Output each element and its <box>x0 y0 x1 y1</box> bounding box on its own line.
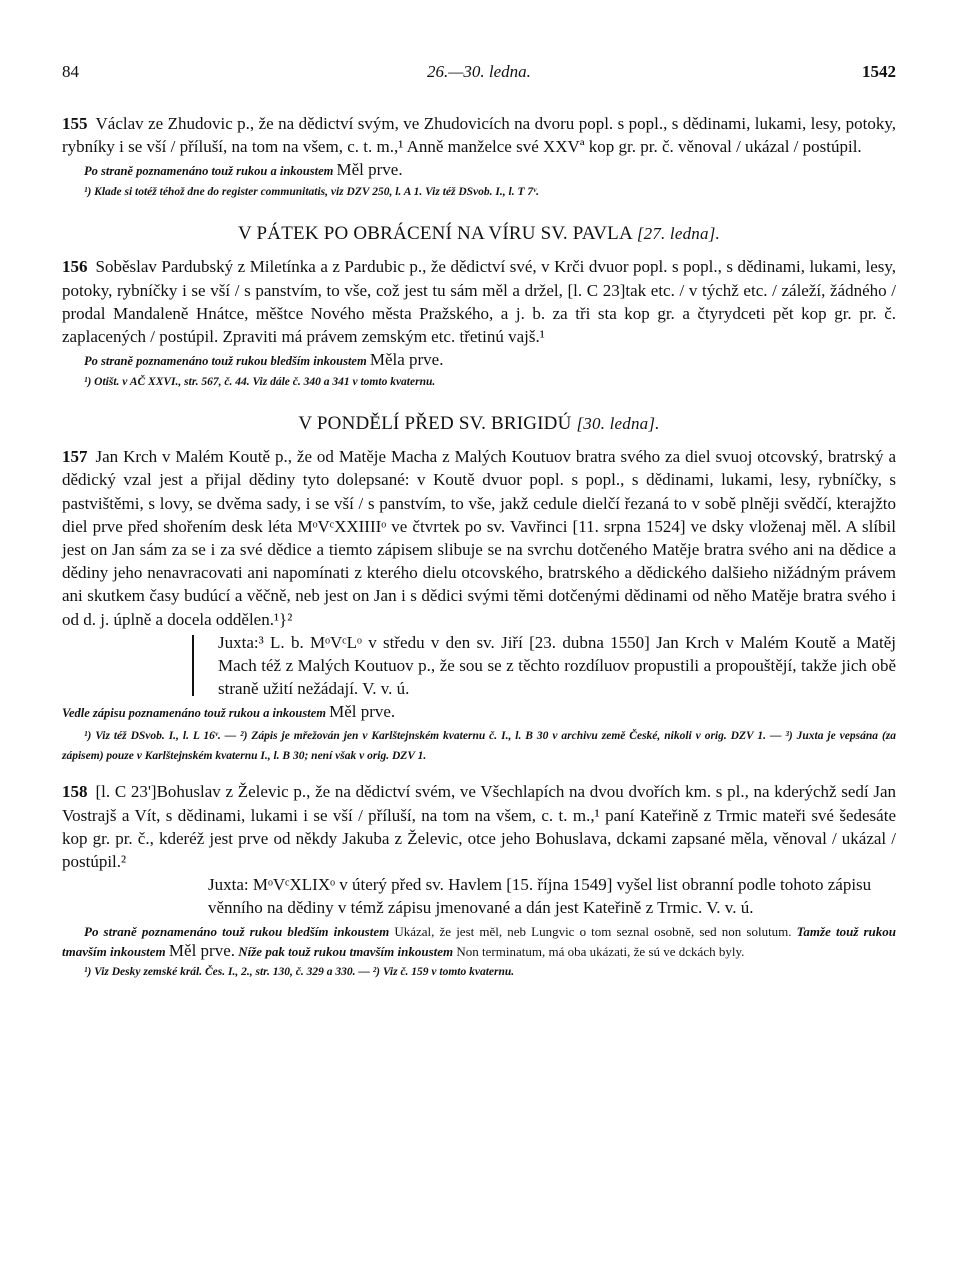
entry-number: 157 <box>62 447 88 467</box>
running-title: 26.—30. ledna. <box>427 62 531 81</box>
juxta-block: Juxta: MᵒVᶜXLIXᵒ v úterý před sv. Havlem [15. října 1549] vyšel list obranní podle tohoto zápisu věnního na dědiny v témž zápisu jmenované a dán jest Kateřině z Trmic. V. v. ú. <box>208 875 872 918</box>
note-label: Po straně poznamenáno touž rukou bledším inkoustem <box>84 923 390 939</box>
heading-date: [27. ledna]. <box>636 224 720 244</box>
footnote: ¹) Otišt. v AČ XXVI., str. 567, č. 44. Viz dále č. 340 a 341 v tomto kvaternu. <box>84 376 436 389</box>
page-number: 84 <box>62 62 79 81</box>
juxta-text: Juxta:³ L. b. MᵒVᶜLᵒ v středu v den sv. Jiří [23. dubna 1550] Jan Krch v Malém Koutě a Matěj Mach též z Malých Koutuov p., že sou se z těchto rozdíluov propustili a propouštějí, takže jich obě straně užití nežádají. V. v. ú. <box>218 632 896 699</box>
juxta-bar <box>192 635 194 697</box>
note-text-2: Měl prve. <box>168 940 235 960</box>
note-text: Ukázal, že jest měl, neb Lungvic o tom seznal osobně, sed non solutum. <box>394 923 792 939</box>
footnote: ¹) Viz též DSvob. I., l. L 16ᵛ. — ²) Zápis je mřežován jen v Karlštejnském kvaternu č. I., l. B 30 v archivu země České, nikoli v orig. DZV 1. — ³) Juxta je vepsána (za zápisem) pouze v Karlštejnském kvaternu I., l. B 30; není však v orig. DZV 1. <box>62 730 896 763</box>
note-text-3: Non terminatum, má oba ukázati, že sú ve dckách byly. <box>456 943 745 959</box>
entry-text: Soběslav Pardubský z Miletínka a z Pardubic p., že dědictví své, v Krči dvuor popl. s popl., s dědinami, lukami, lesy, potoky, rybníčky i se vší / s panstvím, to vše, což jest tu sám měl a držel, [l. C 23]tak etc. / v týchž etc. / záleží, žádného / prodal Mandaleně Hnátce, měštce Nového města Pražského, a j. b. za tři sta kop gr. a čtyrydceti pět kop gr. pr. č. zaplacených / postúpil. Zpraviti má právem zemským etc. třetinú vajš.¹ <box>62 257 896 347</box>
heading-date: [30. ledna]. <box>576 414 660 434</box>
page-header <box>62 62 896 86</box>
entry-155 <box>62 112 896 201</box>
entry-number: 158 <box>62 782 88 802</box>
entry-156 <box>62 223 896 391</box>
heading-text: V PONDĚLÍ PŘED SV. BRIGIDÚ <box>298 413 572 435</box>
marginal-note <box>62 922 896 961</box>
heading-text: V PÁTEK PO OBRÁCENÍ NA VÍRU SV. PAVLA <box>238 223 632 245</box>
entry-157 <box>62 413 896 766</box>
marginal-note <box>84 160 896 181</box>
note-label: Po straně poznamenáno touž rukou bledším inkoustem <box>84 354 367 369</box>
document-number: 1542 <box>862 62 896 81</box>
juxta-block <box>208 631 896 701</box>
note-text: Měl prve. <box>336 160 403 180</box>
note-label: Vedle zápisu poznamenáno touž rukou a inkoustem <box>62 706 326 721</box>
footnote: ¹) Klade si totéž téhož dne do register communitatis, viz DZV 250, l. A 1. Viz též DSvob. I., l. T 7ᵛ. <box>84 186 539 199</box>
document-body <box>62 112 896 984</box>
entry-text: [l. C 23']Bohuslav z Želevic p., že na dědictví svém, ve Všechlapích na dvou dvořích km. s pl., na kderýchž sedí Jan Vostrajš a Vít, s dědinami, lukami i se vší / příluší, na tom na všem, c. t. m.,¹ paní Kateřině z Trmic mateři své šedesáte kop gr. pr. č., kderéž jest prve od někdy Jakuba z Želevic, otce jeho Bohuslava, dckami zapsané měla, věnoval / ukázal / postúpil.² <box>62 782 896 872</box>
entry-number: 156 <box>62 257 88 277</box>
entry-158 <box>62 780 896 980</box>
footnote: ¹) Viz Desky zemské král. Čes. I., 2., str. 130, č. 329 a 330. — ²) Viz č. 159 v tomto kvaternu. <box>84 965 515 978</box>
note-label-3: Níže pak touž rukou tmavším inkoustem <box>238 943 454 959</box>
entry-text: Václav ze Zhudovic p., že na dědictví svým, ve Zhudovicích na dvoru popl. s popl., s dědinami, lukami, lesy, potoky, rybníky i se vší / příluší, na tom na všem, c. t. m.,¹ Anně manželce své XXVª kop gr. pr. č. věnoval / ukázal / postúpil. <box>62 114 896 157</box>
entry-number: 155 <box>62 114 88 133</box>
section-heading <box>62 413 896 435</box>
note-text: Měl prve. <box>329 702 396 722</box>
entry-text: Jan Krch v Malém Koutě p., že od Matěje Macha z Malých Koutuov bratra svého za diel svuoj otcovský, bratrský a dědický vzal jest a přijal dědiny tyto dolepsané: v Koutě dvuor popl. s popl., s dědinami, lukami, lesy, rybníčky, s pastvištěmi, s lovy, se dvěma sady, i se vší / s panstvím, to vše, jakž cedule dielčí řezaná to v sobě plněji svědčí, kterajžto diel prve před shořením desk léta MᵒVᶜXXIIIIᵒ ve čtvrtek po sv. Vavřinci [11. srpna 1524] ve dsky vloženaj měl. A slíbil jest on Jan sám za se i za své dědice a tiemto zápisem slibuje se na svrchu dotčeného Matěje bratra svého ani na dědice a dědiny jeho nenavracovati ani napomínati z kterého dielu otcovského, bratrského a dědického dalšieho nižádným právem ani skutkem časy budúcí a věčně, neb jest on Jan i s dědici svými těmi dotčenými dědinami od něho Matěje bratra svého i od d. j. úplně a docela oddělen.¹}² <box>62 447 896 629</box>
note-label: Po straně poznamenáno touž rukou a inkoustem <box>84 164 334 179</box>
marginal-note <box>84 350 896 371</box>
note-text: Měla prve. <box>369 350 444 370</box>
section-heading <box>62 223 896 245</box>
marginal-note <box>62 702 896 723</box>
note-label-2: Tamže touž rukou tmavším inkoustem <box>62 923 897 959</box>
